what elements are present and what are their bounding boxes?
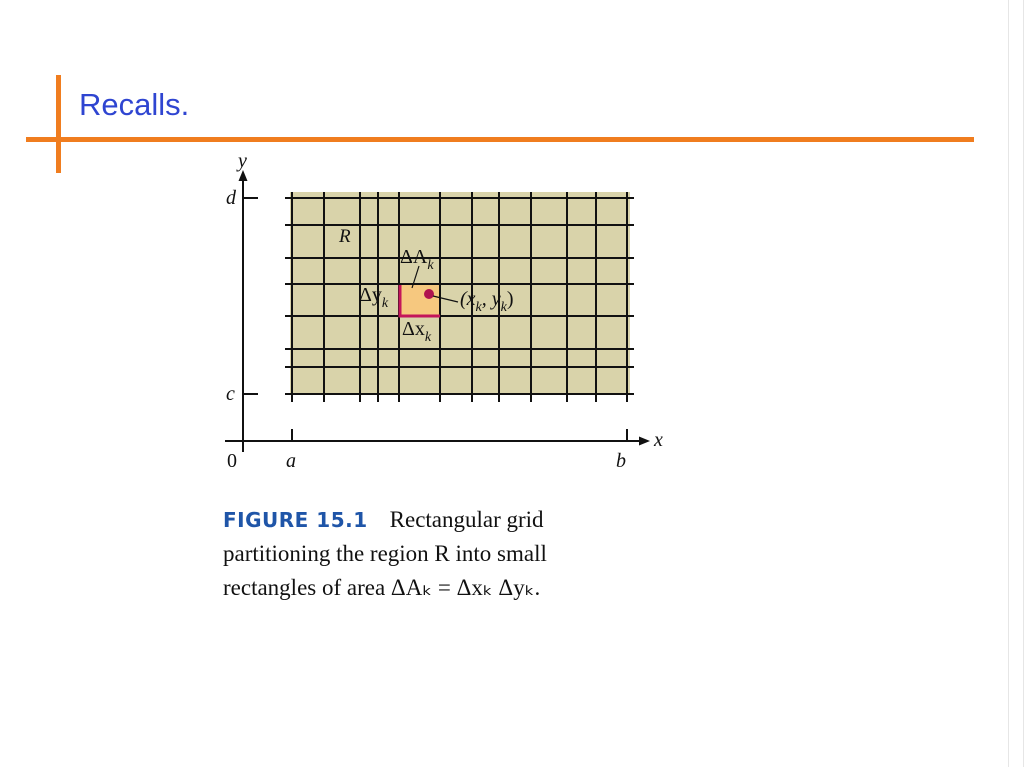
x-axis-arrow xyxy=(639,437,650,446)
area-label: $\Delta A_k$ xyxy=(400,246,434,273)
caption-line-2: partitioning the region R into small xyxy=(223,541,547,566)
x-axis-label: x xyxy=(654,429,663,451)
tick-label-b: b xyxy=(616,450,626,472)
caption-line-3: rectangles of area ΔAₖ = Δxₖ Δyₖ. xyxy=(223,575,541,600)
figure-caption xyxy=(223,503,613,605)
region-label: R xyxy=(339,226,351,247)
tick-label-c: c xyxy=(226,383,235,405)
caption-line-1-text: Rectangular grid xyxy=(389,507,544,532)
tick-label-d: d xyxy=(226,187,236,209)
figure-number-label: FIGURE 15.1 xyxy=(223,508,368,532)
origin-label: 0 xyxy=(227,450,237,472)
caption-line-1 xyxy=(223,503,613,537)
slide-title: Recalls. xyxy=(79,87,190,122)
tick-label-a: a xyxy=(286,450,296,472)
y-axis-label: y xyxy=(238,150,247,172)
dy-label: $\Delta y_k$ xyxy=(359,284,389,311)
sample-point xyxy=(424,289,434,299)
point-label: ($x_k$, $y_k$) xyxy=(460,288,514,315)
dx-label: $\Delta x_k$ xyxy=(402,318,432,345)
highlighted-cell xyxy=(400,285,439,316)
